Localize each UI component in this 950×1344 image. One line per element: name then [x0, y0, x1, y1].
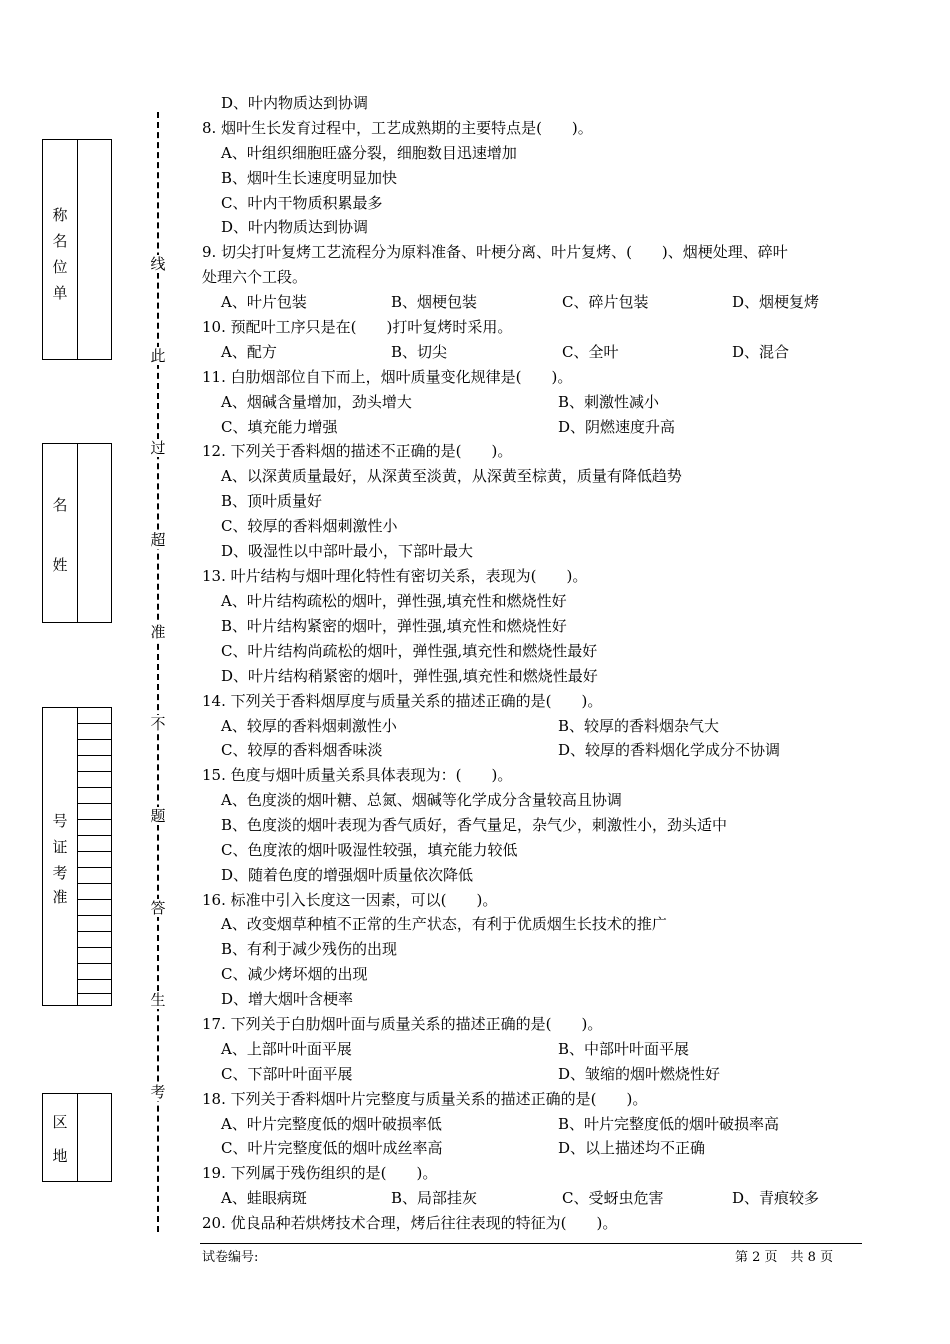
option-text: D、混合	[732, 343, 790, 361]
option-text: C、减少烤坏烟的出现	[221, 965, 368, 983]
option-text: C、填充能力增强	[221, 418, 338, 436]
option-text: D、以上描述均不正确	[558, 1139, 706, 1157]
option-text: B、局部挂灰	[391, 1189, 478, 1207]
option-text: A、改变烟草种植不正常的生产状态，有利于优质烟生长技术的推广	[221, 915, 667, 933]
admission-label-char: 号	[52, 812, 68, 830]
option-text: C、下部叶叶面平展	[221, 1065, 353, 1083]
admission-label-char: 考	[52, 864, 68, 882]
cut-line-char: 不	[150, 715, 166, 733]
option-text: C、叶片完整度低的烟叶成丝率高	[221, 1139, 443, 1157]
option-text: A、配方	[221, 343, 277, 361]
cut-line-char: 答	[150, 899, 166, 917]
option-text: D、较厚的香料烟化学成分不协调	[558, 741, 781, 759]
option-text: A、上部叶叶面平展	[221, 1040, 352, 1058]
option-text: B、有利于减少残伤的出现	[221, 940, 398, 958]
option-text: D、吸湿性以中部叶最小，下部叶最大	[221, 542, 474, 560]
option-text: A、叶组织细胞旺盛分裂，细胞数目迅速增加	[221, 144, 517, 162]
unit-label-char: 名	[52, 232, 68, 250]
admission-label-char: 证	[52, 838, 68, 856]
option-text: D、皱缩的烟叶燃烧性好	[558, 1065, 721, 1083]
question-12: 12. 下列关于香料烟的描述不正确的是( )。	[202, 442, 513, 460]
option-text: C、叶内干物质积累最多	[221, 194, 383, 212]
option-text: B、叶片完整度低的烟叶破损率高	[558, 1115, 780, 1133]
candidate-name-box	[42, 443, 112, 623]
option-text: D、叶内物质达到协调	[221, 94, 369, 112]
option-text: B、烟梗包装	[391, 293, 478, 311]
region-box	[42, 1093, 112, 1182]
option-text: C、受蚜虫危害	[562, 1189, 664, 1207]
option-text: A、以深黄质量最好，从深黄至淡黄，从深黄至棕黄，质量有降低趋势	[221, 467, 682, 485]
name-label-char: 姓	[52, 556, 68, 574]
option-text: A、蛙眼病斑	[221, 1189, 307, 1207]
unit-label-char: 单	[52, 284, 68, 302]
cut-line-char: 题	[150, 807, 166, 825]
admission-number-box	[42, 707, 112, 1006]
option-text: D、增大烟叶含梗率	[221, 990, 354, 1008]
option-text: D、叶片结构稍紧密的烟叶，弹性强,填充性和燃烧性最好	[221, 667, 598, 685]
option-text: D、随着色度的增强烟叶质量依次降低	[221, 866, 474, 884]
region-label-char: 地	[52, 1147, 68, 1165]
cut-line-char: 此	[150, 347, 166, 365]
option-text: B、切尖	[391, 343, 448, 361]
question-15: 15. 色度与烟叶质量关系具体表现为：( )。	[202, 766, 513, 784]
option-text: B、较厚的香料烟杂气大	[558, 717, 720, 735]
question-13: 13. 叶片结构与烟叶理化特性有密切关系，表现为( )。	[202, 567, 588, 585]
option-text: A、色度淡的烟叶糖、总氮、烟碱等化学成分含量较高且协调	[221, 791, 622, 809]
question-19: 19. 下列属于残伤组织的是( )。	[202, 1164, 438, 1182]
question-20: 20. 优良品种若烘烤技术合理，烤后往往表现的特征为( )。	[202, 1214, 618, 1232]
footer-rule	[200, 1243, 862, 1244]
option-text: D、阴燃速度升高	[558, 418, 676, 436]
option-text: A、烟碱含量增加，劲头增大	[221, 393, 412, 411]
name-label-char: 名	[52, 496, 68, 514]
question-18: 18. 下列关于香料烟叶片完整度与质量关系的描述正确的是( )。	[202, 1090, 648, 1108]
option-text: B、中部叶叶面平展	[558, 1040, 690, 1058]
unit-name-box	[42, 139, 112, 360]
question-16: 16. 标准中引入长度这一因素，可以( )。	[202, 891, 498, 909]
paper-number-label: 试卷编号:	[202, 1250, 259, 1265]
option-text: D、青痕较多	[732, 1189, 820, 1207]
option-text: A、叶片完整度低的烟叶破损率低	[221, 1115, 442, 1133]
option-text: C、色度浓的烟叶吸湿性较强，填充能力较低	[221, 841, 518, 859]
unit-label-char: 称	[52, 206, 68, 224]
cut-line-char: 过	[150, 439, 166, 457]
option-text: D、叶内物质达到协调	[221, 218, 369, 236]
option-text: B、顶叶质量好	[221, 492, 323, 510]
cut-line-char: 线	[150, 255, 166, 273]
question-17: 17. 下列关于白肋烟叶面与质量关系的描述正确的是( )。	[202, 1015, 603, 1033]
question-8: 8. 烟叶生长发育过程中，工艺成熟期的主要特点是( )。	[202, 119, 593, 137]
option-text: C、全叶	[562, 343, 619, 361]
question-9-continued: 处理六个工段。	[202, 268, 308, 286]
option-text: C、碎片包装	[562, 293, 649, 311]
option-text: B、色度淡的烟叶表现为香气质好，香气量足，杂气少，刺激性小，劲头适中	[221, 816, 728, 834]
admission-label-char: 准	[52, 888, 68, 906]
cut-line-char: 生	[150, 991, 166, 1009]
unit-label-char: 位	[52, 258, 68, 276]
cut-line-char: 准	[150, 623, 166, 641]
cut-line	[157, 112, 159, 1232]
option-text: D、烟梗复烤	[732, 293, 820, 311]
option-text: B、烟叶生长速度明显加快	[221, 169, 398, 187]
option-text: B、叶片结构紧密的烟叶，弹性强,填充性和燃烧性好	[221, 617, 567, 635]
option-text: C、较厚的香料烟刺激性小	[221, 517, 398, 535]
option-text: A、叶片包装	[221, 293, 307, 311]
question-14: 14. 下列关于香料烟厚度与质量关系的描述正确的是( )。	[202, 692, 603, 710]
question-10: 10. 预配叶工序只是在( )打叶复烤时采用。	[202, 318, 513, 336]
option-text: A、叶片结构疏松的烟叶，弹性强,填充性和燃烧性好	[221, 592, 567, 610]
cut-line-char: 超	[150, 531, 166, 549]
option-text: B、刺激性减小	[558, 393, 660, 411]
page-indicator: 第 2 页 共 8 页	[735, 1250, 834, 1265]
cut-line-char: 考	[150, 1083, 166, 1101]
option-text: C、叶片结构尚疏松的烟叶，弹性强,填充性和燃烧性最好	[221, 642, 598, 660]
region-label-char: 区	[52, 1113, 68, 1131]
question-11: 11. 白肋烟部位自下而上，烟叶质量变化规律是( )。	[202, 368, 573, 386]
question-9: 9. 切尖打叶复烤工艺流程分为原料准备、叶梗分离、叶片复烤、( )、烟梗处理、碎叶	[202, 243, 788, 261]
option-text: C、较厚的香料烟香味淡	[221, 741, 383, 759]
admission-number-grid	[77, 708, 111, 1005]
option-text: A、较厚的香料烟刺激性小	[221, 717, 397, 735]
